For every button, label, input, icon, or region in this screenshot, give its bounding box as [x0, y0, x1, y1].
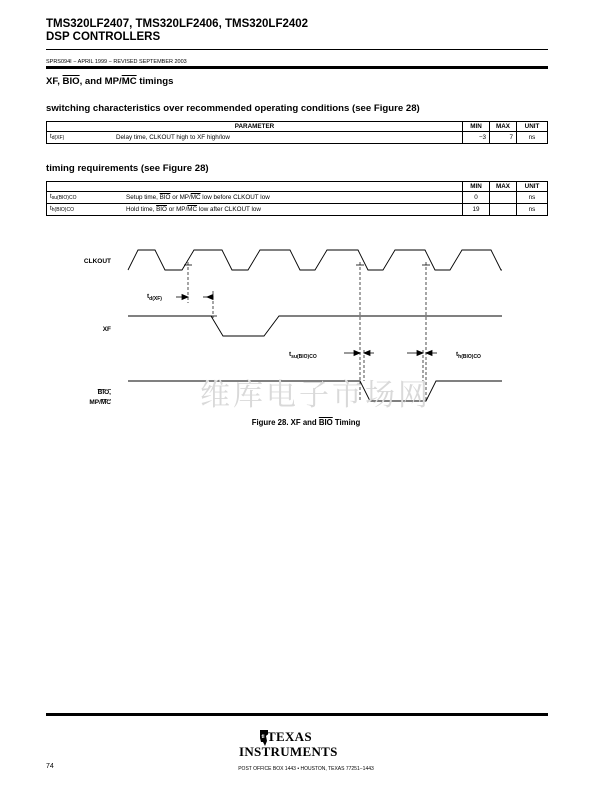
req-min: 0 [463, 192, 490, 204]
footer-address: POST OFFICE BOX 1443 • HOUSTON, TEXAS 77251−1443 [238, 766, 374, 772]
footer-rule [46, 713, 548, 716]
param-symbol: $t_{d(XF)}$ [47, 132, 114, 144]
th-label: $t_{h(BIO)CO}$ [456, 351, 481, 360]
th-arrows [407, 351, 437, 356]
tsu-label: $t_{su(BIO)CO}$ [289, 351, 317, 360]
switching-heading: switching characteristics over recommended operating conditions (see Figure 28) [46, 103, 420, 114]
title-line-1: TMS320LF2407, TMS320LF2406, TMS320LF2402 [46, 18, 309, 30]
svg-text:ti: ti [261, 734, 265, 740]
param-min: −3 [463, 132, 490, 144]
section-title: XF, BIO, and MP/MC timings [46, 76, 174, 87]
ti-brand-line-2: INSTRUMENTS [239, 744, 338, 759]
param-unit: ns [517, 132, 548, 144]
param-max: 7 [490, 132, 517, 144]
td-xf-arrows [176, 295, 213, 300]
req-unit: ns [517, 204, 548, 216]
col-unit: UNIT [517, 182, 548, 192]
mp-mc-label: MP/MC [89, 399, 111, 406]
req-min: 19 [463, 204, 490, 216]
col-unit: UNIT [517, 122, 548, 132]
td-xf-label: $t_{d(XF)}$ [147, 293, 162, 302]
watermark-text: 维库电子市场网 [200, 378, 431, 413]
col-max: MAX [490, 182, 517, 192]
clkout-waveform [128, 250, 502, 270]
tick-marks [184, 265, 430, 316]
col-min: MIN [463, 182, 490, 192]
col-max: MAX [490, 122, 517, 132]
col-parameter: PARAMETER [47, 122, 463, 132]
req-description: Setup time, $\overline{BIO}$ or $MP/\overline{MC}$ low before CLKOUT low [123, 192, 463, 204]
req-symbol: $t_{h(BIO)CO}$ [47, 204, 124, 216]
clkout-label: CLKOUT [83, 258, 111, 265]
param-description: Delay time, CLKOUT high to XF high/low [113, 132, 463, 144]
figure-caption: Figure 28. XF and $\overline{BIO}$ Timing [251, 418, 361, 427]
bio-label: BIO, [97, 389, 111, 396]
timing-heading: timing requirements (see Figure 28) [46, 163, 209, 174]
req-unit: ns [517, 192, 548, 204]
title-line-2: DSP CONTROLLERS [46, 31, 161, 43]
ti-brand-line-1: TEXAS [267, 729, 312, 744]
col-min: MIN [463, 122, 490, 132]
revision-info: SPRS094I − APRIL 1999 − REVISED SEPTEMBER 2003 [46, 59, 187, 65]
req-description: Hold time, $\overline{BIO}$ or $MP/\overline{MC}$ low after CLKOUT low [123, 204, 463, 216]
page-number: 74 [46, 763, 54, 770]
xf-label: XF [102, 326, 111, 333]
xf-waveform [128, 316, 502, 336]
req-symbol: $t_{su(BIO)CO}$ [47, 192, 124, 204]
tsu-arrows [344, 351, 374, 356]
